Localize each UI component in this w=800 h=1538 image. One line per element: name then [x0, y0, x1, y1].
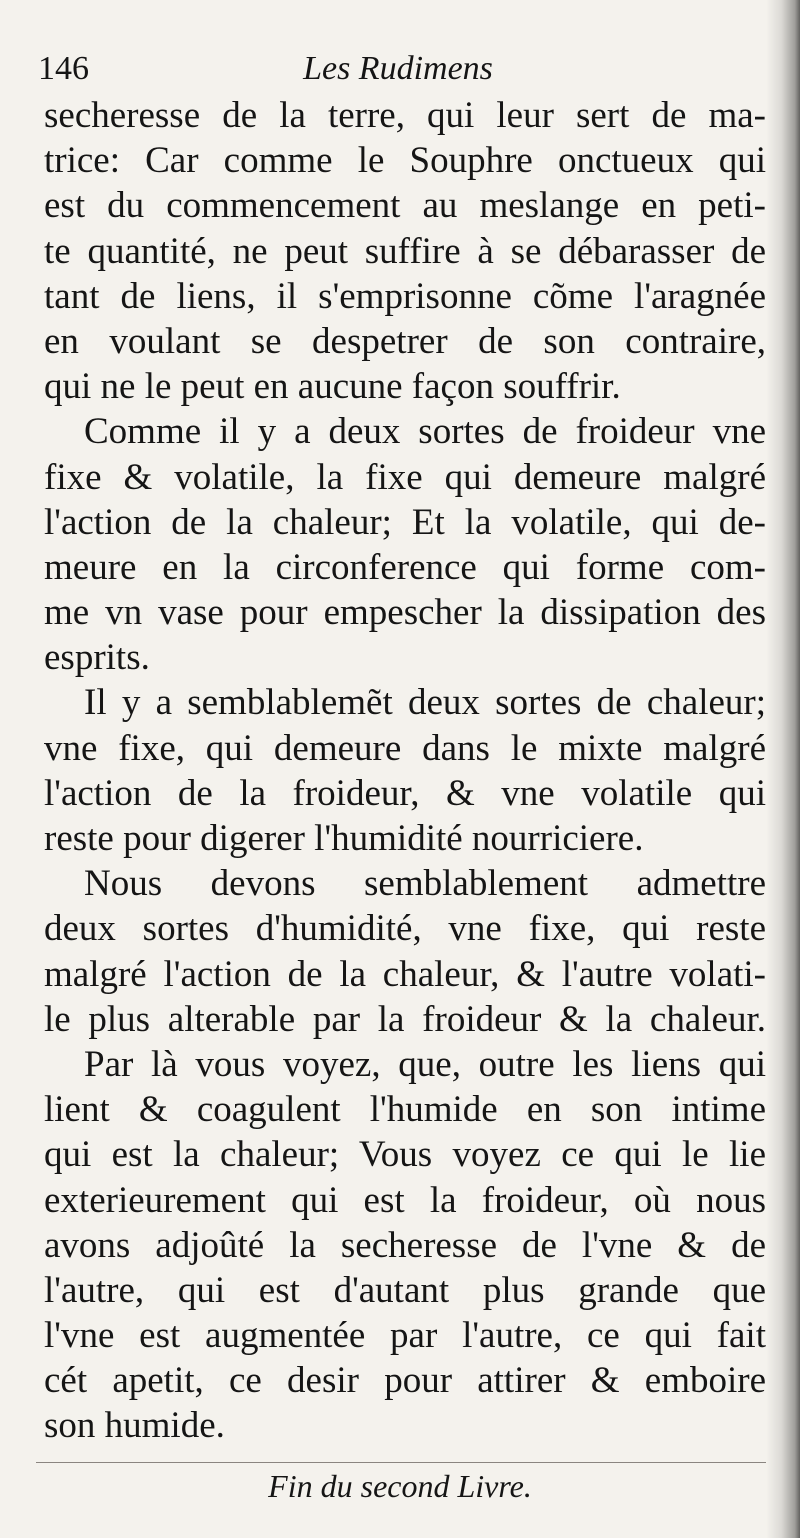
text-line: l'vne est augmentée par l'autre, ce qui fait: [44, 1315, 766, 1357]
text-line: meure en la circonference qui forme com-: [44, 546, 766, 588]
divider: [36, 1462, 766, 1463]
text-line: est du commencement au meslange en peti-: [44, 185, 766, 227]
colophon: Fin du second Livre.: [268, 1468, 532, 1504]
text-line: Par là vous voyez, que, outre les liens qui: [84, 1043, 766, 1085]
text-line: lient & coagulent l'humide en son intime: [44, 1089, 766, 1131]
text-line: exterieurement qui est la froideur, où nous: [44, 1179, 766, 1221]
text-line: cét apetit, ce desir pour attirer & emboire: [44, 1360, 766, 1402]
text-line: me vn vase pour empescher la dissipation des: [44, 592, 766, 634]
text-line: secheresse de la terre, qui leur sert de ma-: [44, 95, 766, 136]
running-title: Les Rudimens: [303, 50, 493, 87]
text-line: tant de liens, il s'emprisonne cõme l'aragnée: [44, 275, 766, 317]
text-line: l'autre, qui est d'autant plus grande que: [44, 1269, 766, 1311]
text-line: malgré l'action de la chaleur, & l'autre volati-: [44, 953, 766, 995]
book-gutter-shadow: [766, 0, 800, 1538]
text-line: fixe & volatile, la fixe qui demeure malgré: [44, 456, 766, 498]
text-line: vne fixe, qui demeure dans le mixte malgré: [44, 727, 766, 769]
text-line: avons adjoûté la secheresse de l'vne & de: [44, 1224, 766, 1266]
text-line: te quantité, ne peut suffire à se débarasser de: [44, 230, 766, 272]
text-line: son humide.: [44, 1405, 225, 1447]
text-line: esprits.: [44, 637, 150, 679]
body-text: [44, 93, 766, 1449]
text-line: qui est la chaleur; Vous voyez ce qui le lie: [44, 1134, 766, 1176]
text-line: Il y a semblablemẽt deux sortes de chaleur;: [84, 682, 766, 724]
text-line: l'action de la froideur, & vne volatile qui: [44, 772, 766, 814]
text-line: qui ne le peut en aucune façon souffrir.: [44, 366, 621, 408]
text-line: Comme il y a deux sortes de froideur vne: [84, 411, 766, 453]
text-line: le plus alterable par la froideur & la chaleur.: [44, 998, 766, 1040]
text-line: Nous devons semblablement admettre: [84, 863, 766, 905]
page-number: 146: [38, 50, 89, 87]
text-line: deux sortes d'humidité, vne fixe, qui reste: [44, 908, 766, 950]
text-line: en voulant se despetrer de son contraire,: [44, 320, 766, 362]
text-line: reste pour digerer l'humidité nourriciere.: [44, 818, 644, 859]
text-line: trice: Car comme le Souphre onctueux qui: [44, 140, 766, 182]
text-line: l'action de la chaleur; Et la volatile, qui de-: [44, 501, 766, 543]
